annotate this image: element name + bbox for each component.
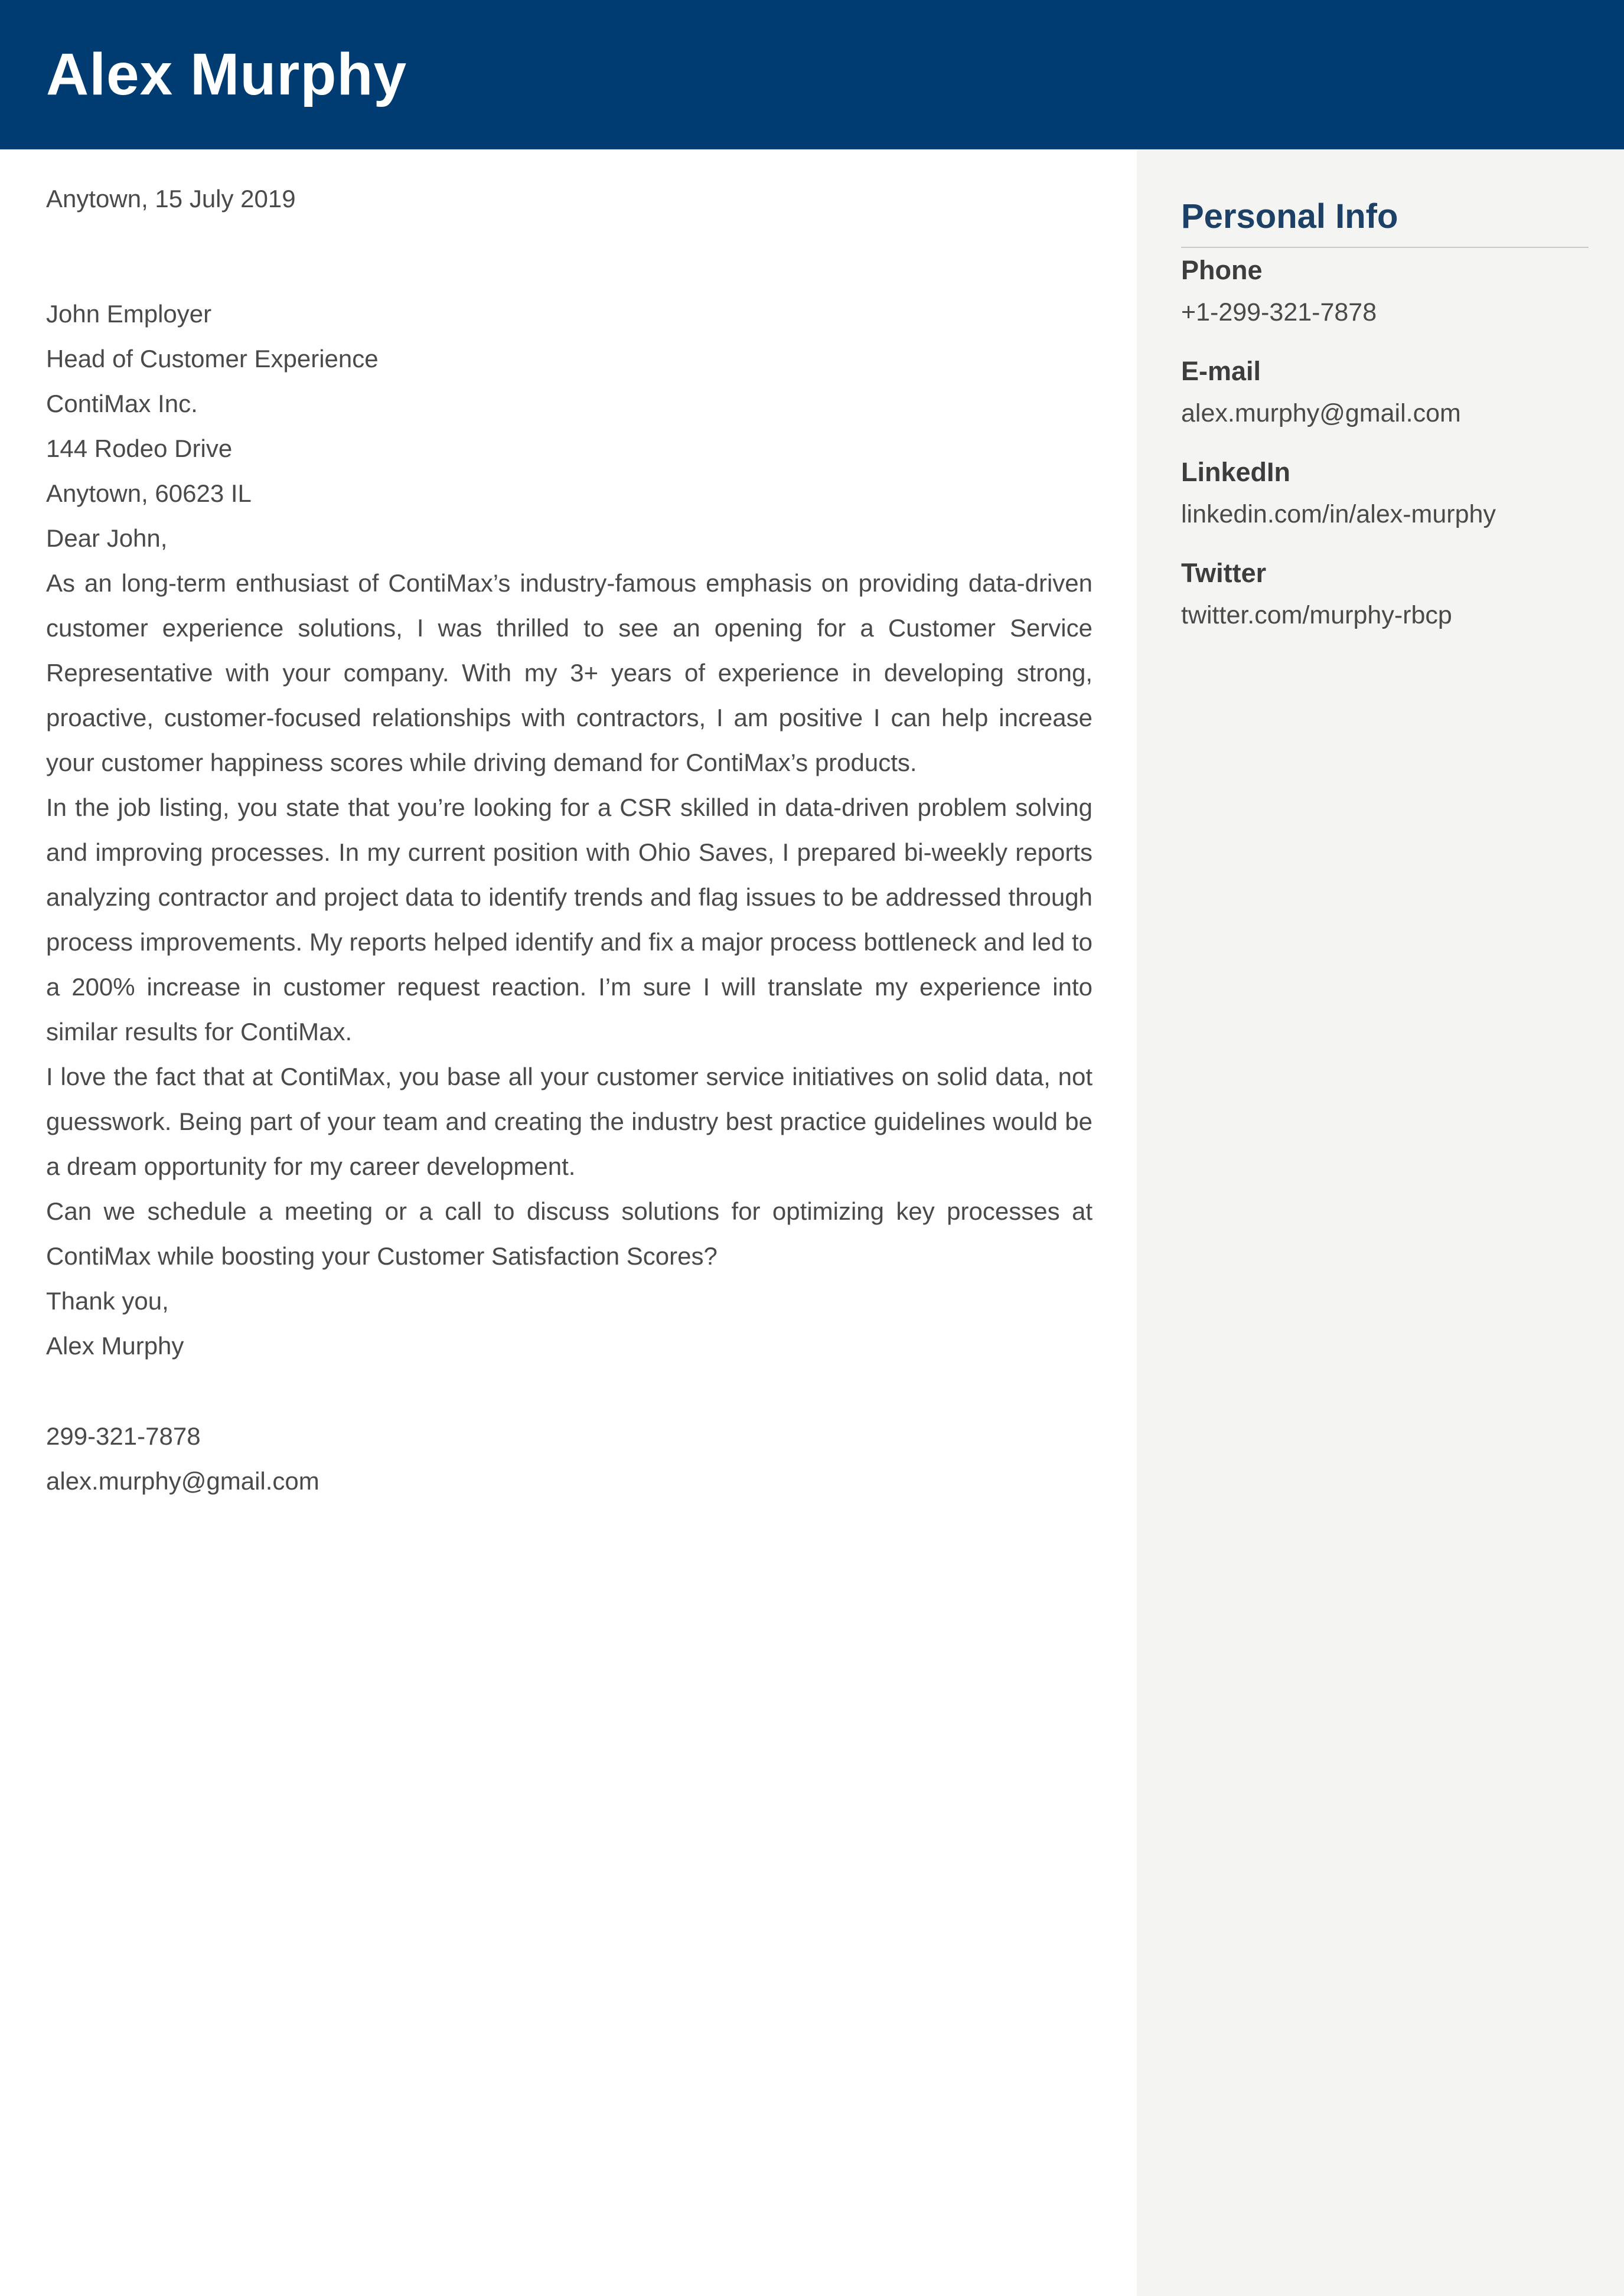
closing-line: Thank you,	[46, 1287, 169, 1315]
info-group-email	[1181, 354, 1589, 431]
paragraph-3: I love the fact that at ContiMax, you base all your customer service initiatives on solid data, not guesswork. Being part of your team and creating the industry best practice guidelines would be a dream opportunity for my career development.	[46, 1063, 1093, 1180]
salutation: Dear John,	[46, 524, 168, 552]
info-label-linkedin: LinkedIn	[1181, 457, 1291, 487]
info-value-phone: +1-299-321-7878	[1181, 298, 1377, 326]
paragraph-1: As an long-term enthusiast of ContiMax’s industry-famous emphasis on providing data-driven customer experience solutions, I was thrilled to see an opening for a Customer Service Representative with your company. With my 3+ years of experience in developing strong, proactive, customer-focused relationships with contractors, I am positive I can help increase your customer happiness scores while driving demand for ContiMax’s products.	[46, 569, 1093, 776]
info-label-email: E-mail	[1181, 356, 1261, 386]
personal-info-sidebar	[1137, 149, 1624, 2296]
info-label-twitter: Twitter	[1181, 558, 1267, 588]
info-value-twitter: twitter.com/murphy-rbcp	[1181, 601, 1452, 629]
info-group-phone	[1181, 253, 1589, 330]
info-group-twitter	[1181, 556, 1589, 633]
recipient-company: ContiMax Inc.	[46, 390, 198, 417]
info-group-linkedin	[1181, 455, 1589, 532]
sidebar-divider	[1181, 247, 1589, 248]
recipient-city: Anytown, 60623 IL	[46, 479, 252, 507]
recipient-name: John Employer	[46, 300, 212, 328]
info-value-linkedin: linkedin.com/in/alex-murphy	[1181, 500, 1496, 528]
letter-body	[0, 149, 1137, 2296]
recipient-block	[46, 292, 1093, 516]
recipient-street: 144 Rodeo Drive	[46, 435, 233, 462]
candidate-name: Alex Murphy	[46, 41, 407, 107]
info-value-email: alex.murphy@gmail.com	[1181, 399, 1461, 427]
recipient-title: Head of Customer Experience	[46, 345, 379, 373]
sidebar-title: Personal Info	[1181, 197, 1398, 236]
signature-phone: 299-321-7878	[46, 1422, 201, 1450]
paragraph-4: Can we schedule a meeting or a call to discuss solutions for optimizing key processes at ContiMax while boosting your Customer Satisfaction Scores?	[46, 1197, 1093, 1270]
date-line: Anytown, 15 July 2019	[46, 185, 296, 213]
content-row	[0, 149, 1624, 2296]
signature-name: Alex Murphy	[46, 1332, 184, 1360]
letter-header	[0, 0, 1624, 149]
paragraph-2: In the job listing, you state that you’re looking for a CSR skilled in data-driven problem solving and improving processes. In my current position with Ohio Saves, I prepared bi-weekly reports analyzing contractor and project data to identify trends and flag issues to be addressed through process improvements. My reports helped identify and fix a major process bottleneck and led to a 200% increase in customer request reaction. I’m sure I will translate my experience into similar results for ContiMax.	[46, 793, 1093, 1046]
signature-contact	[46, 1414, 1093, 1504]
signature-email: alex.murphy@gmail.com	[46, 1467, 319, 1495]
info-label-phone: Phone	[1181, 255, 1263, 285]
